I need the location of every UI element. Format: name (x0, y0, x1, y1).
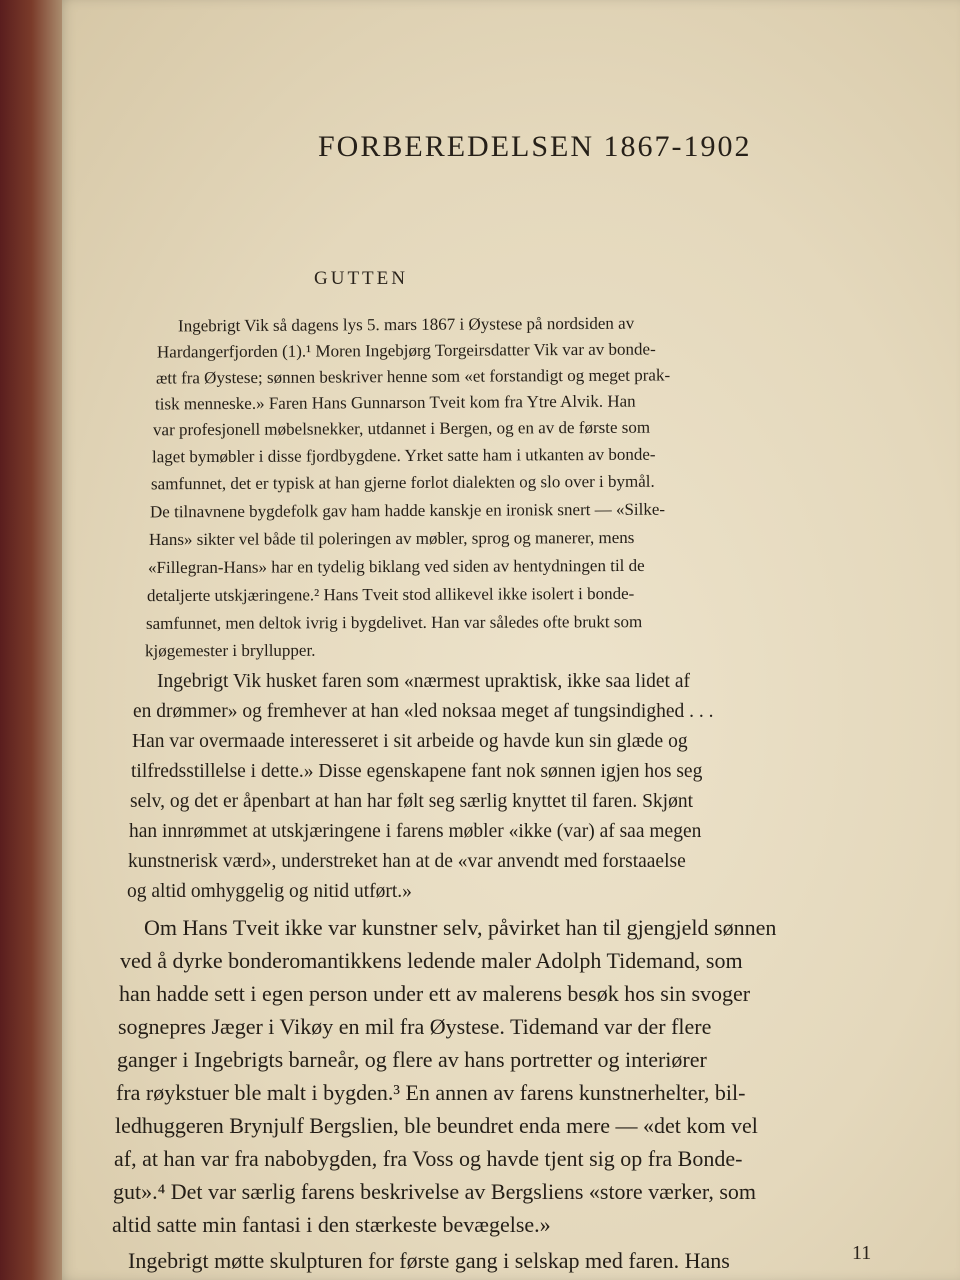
text-line: tisk menneske.» Faren Hans Gunnarson Tveit kom fra Ytre Alvik. Han (154, 391, 636, 414)
text-line: laget bymøbler i disse fjordbygdene. Yrket satte ham i utkanten av bonde- (151, 444, 656, 467)
text-line: han innrømmet at utskjæringene i farens møbler «ikke (var) af saa megen (129, 821, 702, 842)
text-line: Hardangerfjorden (1).¹ Moren Ingebjørg Torgeirsdatter Vik var av bonde- (156, 339, 656, 362)
text-line: tilfredsstillelse i dette.» Disse egenskapene fant nok sønnen igjen hos seg (131, 761, 703, 782)
text-line: sognepres Jæger i Vikøy en mil fra Øystese. Tidemand var der flere (118, 1014, 712, 1039)
text-line: og altid omhyggelig og nitid utført.» (127, 881, 412, 902)
text-line: kunstnerisk værd», understreket han at de «var anvendt med forstaaelse (128, 851, 686, 872)
text-line: ganger i Ingebrigts barneår, og flere av hans portretter og interiører (117, 1047, 707, 1072)
text-line: detaljerte utskjæringene.² Hans Tveit stod allikevel ikke isolert i bonde- (146, 583, 635, 606)
text-line: samfunnet, men deltok ivrig i bygdelivet. Han var således ofte brukt som (145, 612, 643, 633)
text-line: ætt fra Øystese; sønnen beskriver henne som «et forstandigt og meget prak- (155, 365, 671, 388)
text-line: selv, og det er åpenbart at han har følt seg særlig knyttet til faren. Skjønt (130, 791, 694, 812)
text-line: Han var overmaade interesseret i sit arbeide og havde kun sin glæde og (132, 731, 688, 752)
text-line: De tilnavnene bygdefolk gav ham hadde kanskje en ironisk snert — «Silke- (149, 499, 666, 522)
text-line: samfunnet, det er typisk at han gjerne forlot dialekten og slo over i bymål. (150, 471, 655, 494)
chapter-title: FORBEREDELSEN 1867-1902 (318, 130, 752, 163)
text-line: altid satte min fantasi i den stærkeste bevægelse.» (112, 1212, 551, 1237)
page-number: 11 (852, 1242, 872, 1264)
text-line: Ingebrigt Vik så dagens lys 5. mars 1867 i Øystese på nordsiden av (177, 313, 635, 336)
text-line: kjøgemester i bryllupper. (144, 640, 316, 661)
text-line: gut».⁴ Det var særlig farens beskrivelse av Bergsliens «store værker, som (113, 1179, 757, 1204)
text-line: Ingebrigt Vik husket faren som «nærmest upraktisk, ikke saa lidet af (157, 671, 690, 692)
text-line: «Fillegran-Hans» har en tydelig biklang ved siden av hentydningen til de (147, 555, 645, 578)
section-heading: GUTTEN (314, 268, 408, 289)
text-line: fra røykstuer ble malt i bygden.³ En annen av farens kunstnerhelter, bil- (116, 1080, 746, 1105)
text-line: var profesjonell møbelsnekker, utdannet i Bergen, og en av de første som (152, 417, 651, 440)
text-line: han hadde sett i egen person under ett av malerens besøk hos sin svoger (119, 981, 751, 1006)
text-line: ledhuggeren Brynjulf Bergslien, ble beundret enda mere — «det kom vel (115, 1113, 758, 1138)
text-line: Ingebrigt møtte skulpturen for første gang i selskap med faren. Hans (128, 1248, 730, 1273)
text-line: Om Hans Tveit ikke var kunstner selv, påvirket han til gjengjeld sønnen (144, 915, 777, 940)
text-line: ved å dyrke bonderomantikkens ledende maler Adolph Tidemand, som (120, 948, 743, 973)
text-line: en drømmer» og fremhever at han «led noksaa meget af tungsindighed . . . (133, 701, 714, 722)
text-line: Hans» sikter vel både til poleringen av møbler, sprog og manerer, mens (148, 527, 635, 550)
book-page (62, 0, 960, 1280)
text-line: af, at han var fra nabobygden, fra Voss og havde tjent sig op fra Bonde- (114, 1146, 743, 1171)
